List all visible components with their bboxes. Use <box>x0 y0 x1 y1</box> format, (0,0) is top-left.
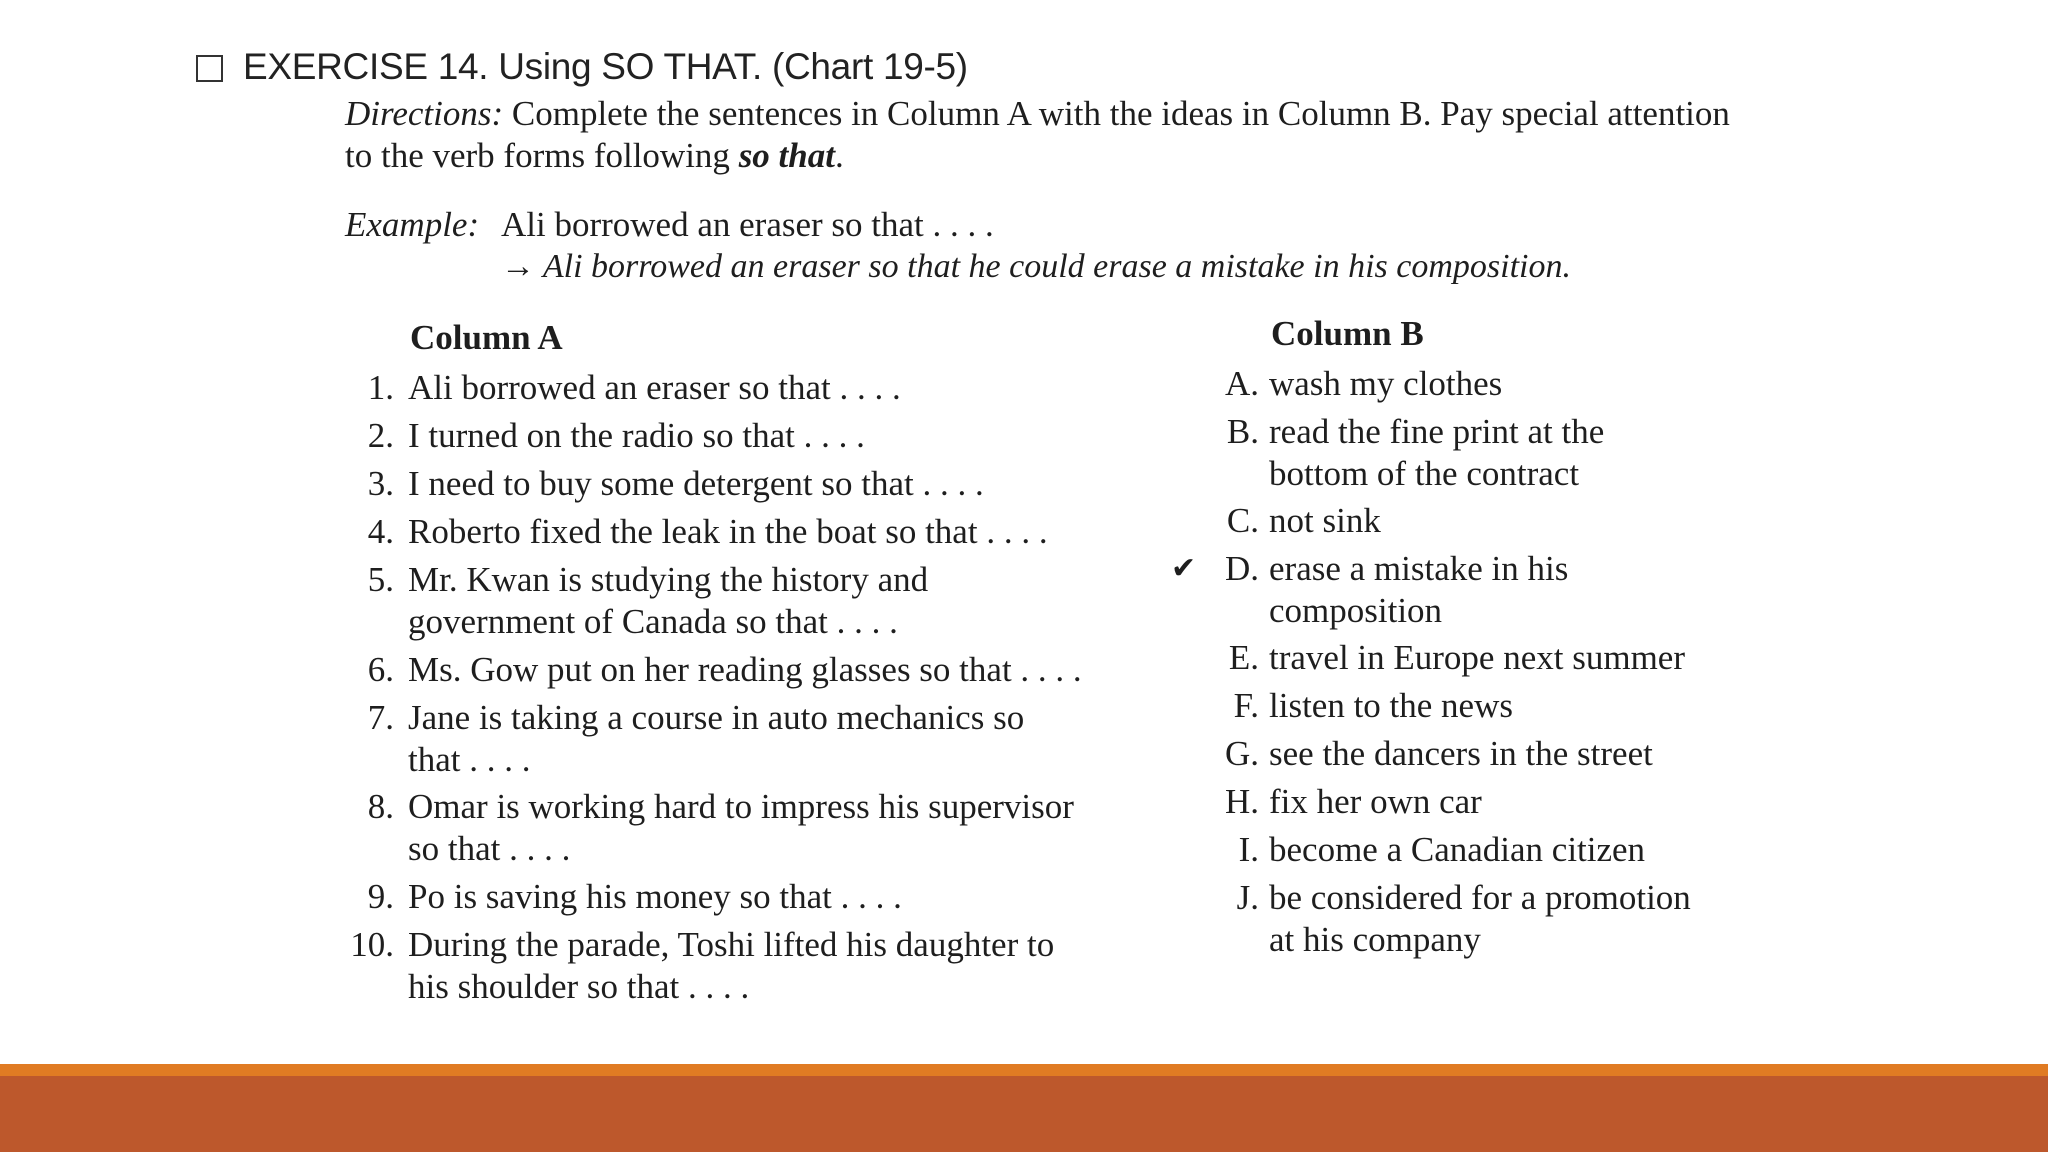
item-text-line-1: read the fine print at the <box>1269 412 1605 451</box>
item-text: Roberto fixed the leak in the boat so that . . . . <box>408 512 1048 551</box>
item-text-line-1: Omar is working hard to impress his supervisor <box>408 787 1074 826</box>
directions-text: Complete the sentences in Column A with the ideas in Column B. Pay special attention to the verb forms following <box>345 94 1730 175</box>
example-prompt: Ali borrowed an eraser so that . . . . <box>501 205 994 244</box>
exercise-title: EXERCISE 14. Using SO THAT. (Chart 19-5) <box>243 46 968 87</box>
item-number: 2. <box>367 416 394 455</box>
item-letter: G. <box>1224 734 1259 773</box>
item-letter: A. <box>1224 364 1259 403</box>
item-text: not sink <box>1269 501 1381 540</box>
item-text-line-2: so that . . . . <box>408 829 571 868</box>
directions-emphasis: so that <box>738 136 835 175</box>
item-text-line-2: that . . . . <box>408 740 531 779</box>
item-text-line-2: his shoulder so that . . . . <box>408 967 750 1006</box>
item-letter: I. <box>1238 830 1259 869</box>
item-number: 4. <box>367 512 394 551</box>
directions-end: . <box>834 136 844 175</box>
item-text: Ali borrowed an eraser so that . . . . <box>408 368 901 407</box>
example-label: Example: <box>345 205 480 244</box>
item-text-line-1: Jane is taking a course in auto mechanics so <box>408 698 1025 737</box>
item-text-line-1: be considered for a promotion <box>1269 878 1691 917</box>
item-text: Ms. Gow put on her reading glasses so that . . . . <box>408 650 1082 689</box>
item-text-line-2: composition <box>1269 591 1443 630</box>
exercise-header <box>196 46 968 88</box>
item-text: travel in Europe next summer <box>1269 638 1685 677</box>
column-a-heading: Column A <box>410 318 563 357</box>
item-text: wash my clothes <box>1269 364 1503 403</box>
footer-bar <box>0 1076 2048 1152</box>
item-text-line-1: During the parade, Toshi lifted his daughter to <box>408 925 1055 964</box>
item-number: 8. <box>367 787 394 826</box>
item-text: I turned on the radio so that . . . . <box>408 416 865 455</box>
item-text-line-2: bottom of the contract <box>1269 454 1580 493</box>
item-text-line-2: government of Canada so that . . . . <box>408 602 898 641</box>
item-text: Po is saving his money so that . . . . <box>408 877 902 916</box>
checkbox-icon[interactable] <box>196 55 223 82</box>
item-number: 5. <box>367 560 394 599</box>
checkmark-icon: ✔ <box>1171 552 1197 585</box>
directions <box>345 93 1765 177</box>
item-letter: C. <box>1226 501 1259 540</box>
item-number: 10. <box>350 925 394 964</box>
item-letter: B. <box>1226 412 1259 451</box>
item-number: 6. <box>367 650 394 689</box>
item-number: 9. <box>367 877 394 916</box>
column-b-heading: Column B <box>1271 314 1424 353</box>
item-letter: H. <box>1224 782 1259 821</box>
item-letter: E. <box>1228 638 1259 677</box>
item-text: I need to buy some detergent so that . . . . <box>408 464 984 503</box>
item-text-line-1: Mr. Kwan is studying the history and <box>408 560 929 599</box>
item-text-line-2: at his company <box>1269 920 1481 959</box>
item-text: see the dancers in the street <box>1269 734 1653 773</box>
item-number: 7. <box>367 698 394 737</box>
item-letter: J. <box>1236 878 1259 917</box>
example-answer: → Ali borrowed an eraser so that he could erase a mistake in his composition. <box>501 248 1571 285</box>
item-number: 1. <box>367 368 394 407</box>
item-text: listen to the news <box>1269 686 1513 725</box>
item-number: 3. <box>367 464 394 503</box>
footer-accent-bar <box>0 1064 2048 1076</box>
item-letter: F. <box>1233 686 1259 725</box>
item-letter: D. <box>1224 549 1259 588</box>
directions-label: Directions: <box>345 94 504 133</box>
item-text: become a Canadian citizen <box>1269 830 1646 869</box>
example <box>345 204 994 246</box>
item-text: fix her own car <box>1269 782 1482 821</box>
item-text-line-1: erase a mistake in his <box>1269 549 1569 588</box>
